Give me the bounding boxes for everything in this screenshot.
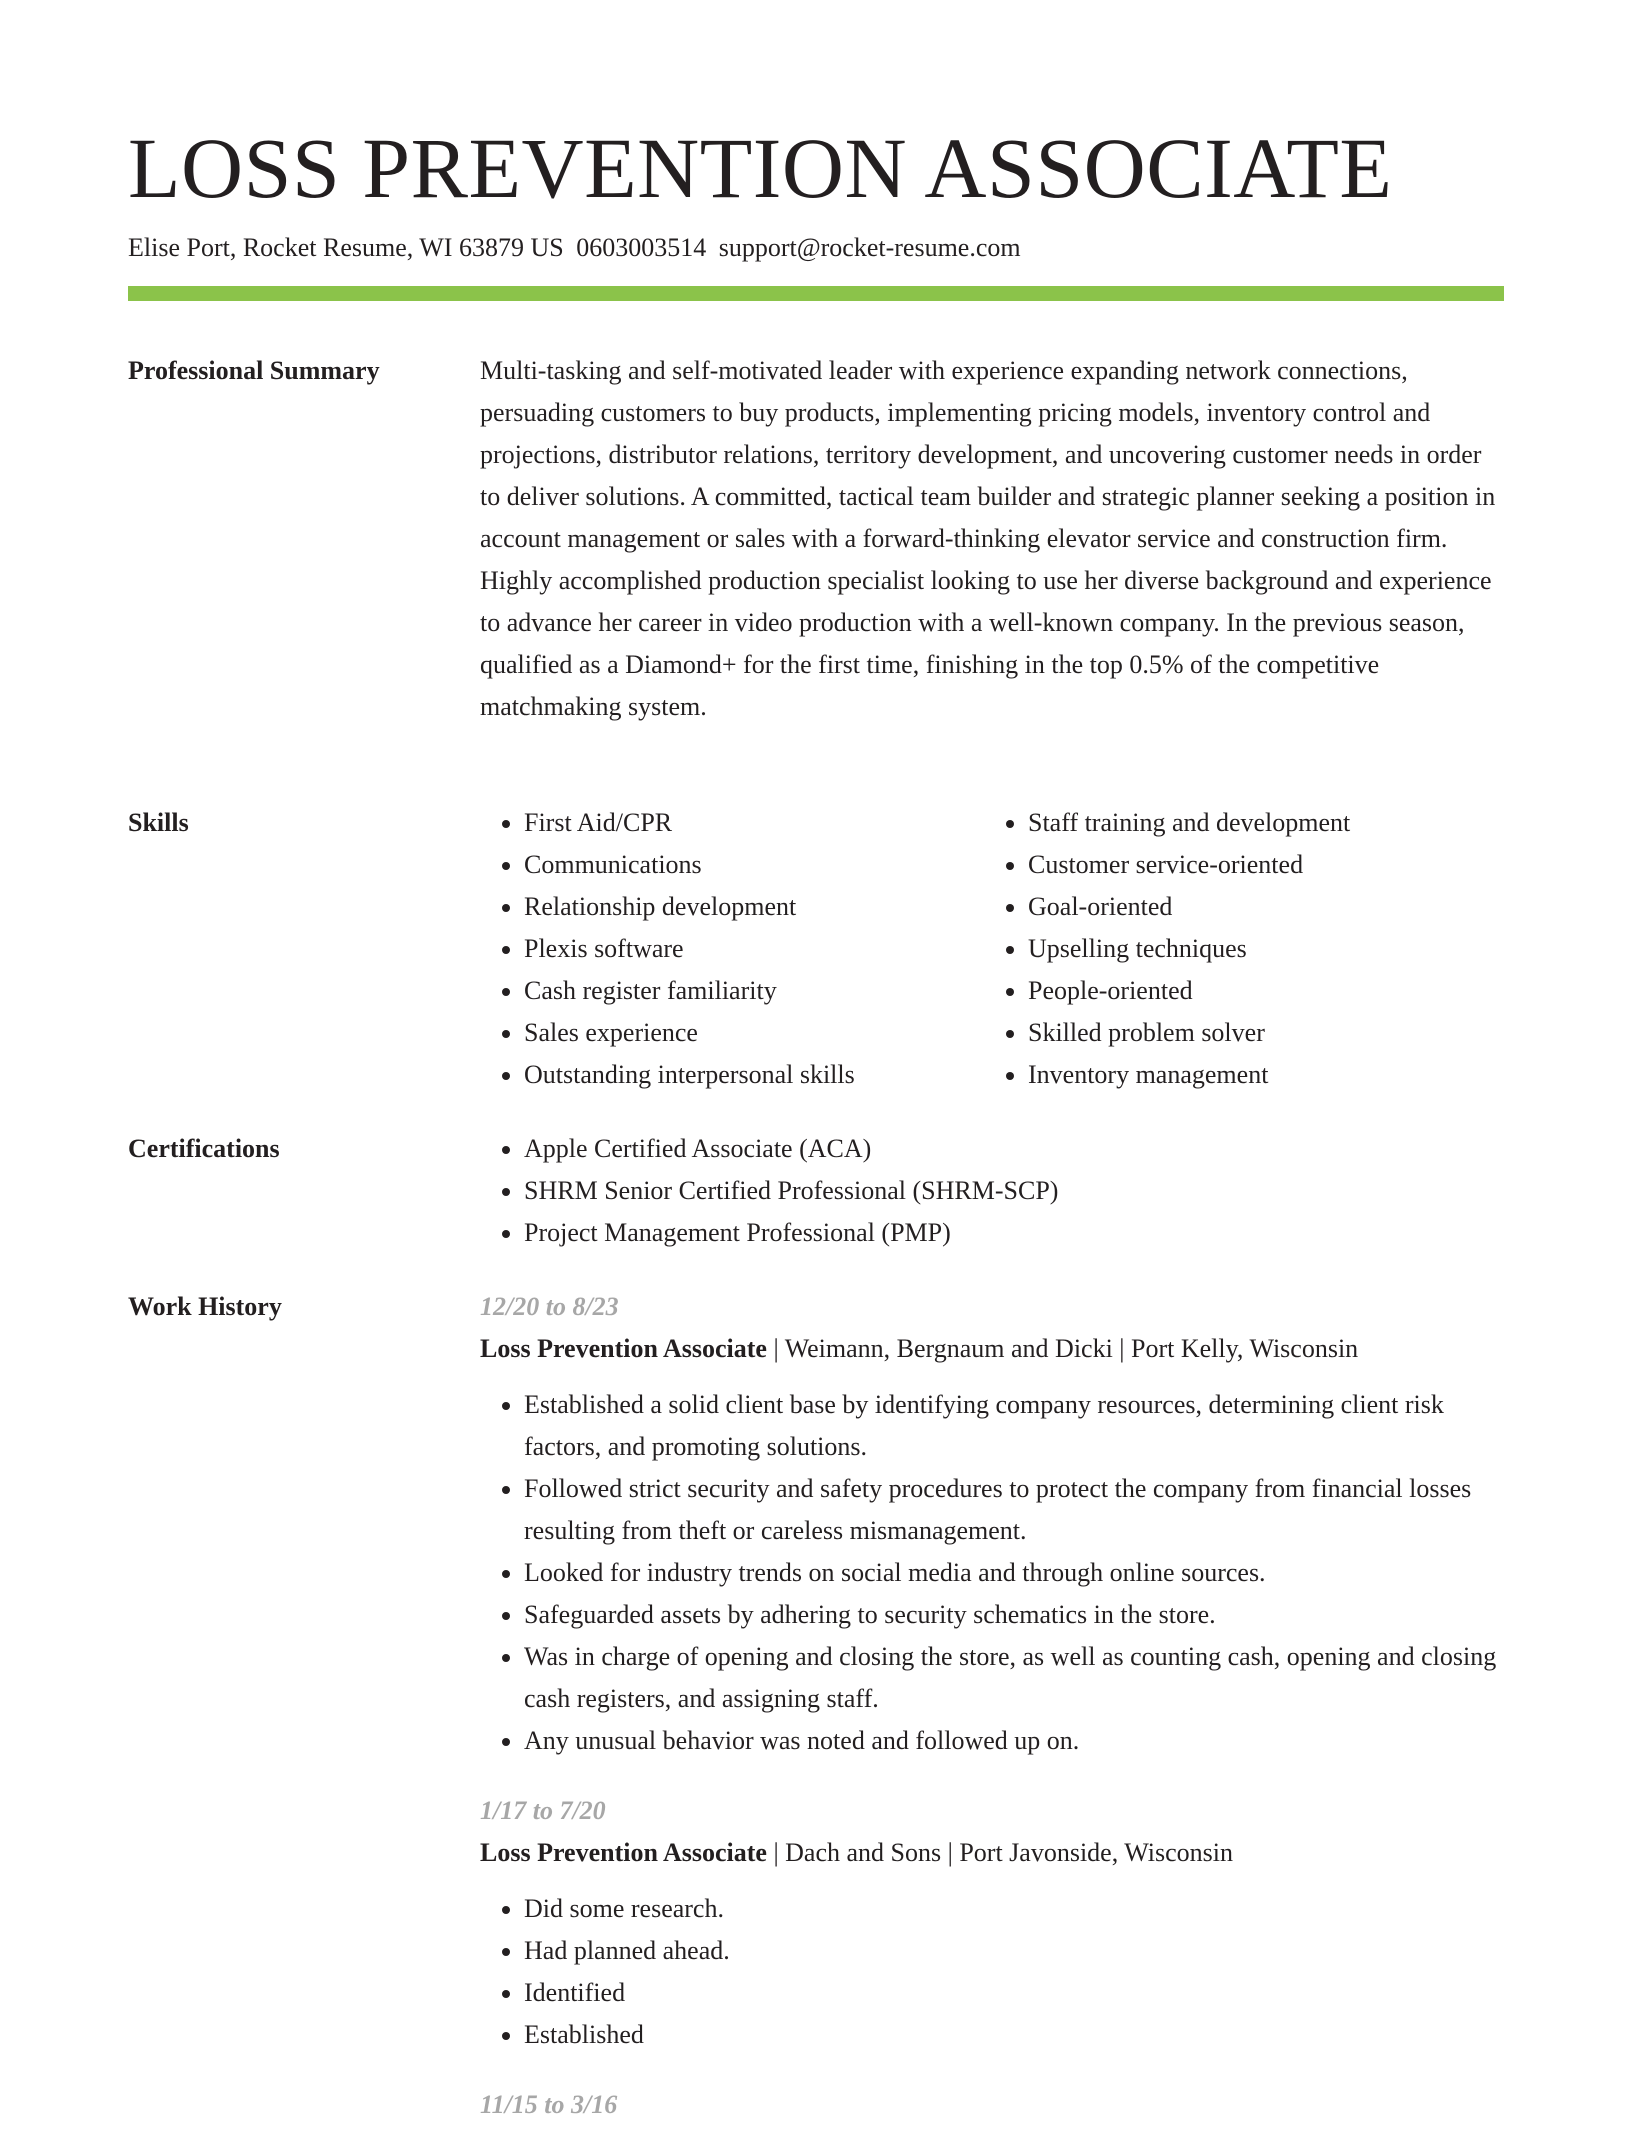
certification-item: • Project Management Professional (PMP)	[524, 1212, 1504, 1254]
job-bullet: • Had planned ahead.	[524, 1930, 1504, 1972]
certifications-heading: Certifications	[128, 1134, 280, 1163]
job-dates: 1/17 to 7/20	[480, 1796, 606, 1825]
job-entry	[480, 2084, 1504, 2126]
job-bullet: • Safeguarded assets by adhering to security schematics in the store.	[524, 1594, 1504, 1636]
job-bullet: • Did some research.	[524, 1888, 1504, 1930]
skill-item: • Goal-oriented	[1028, 886, 1488, 928]
job-bullets	[480, 1888, 1504, 2056]
skills-column-2	[984, 802, 1488, 1096]
certification-item: • SHRM Senior Certified Professional (SHRM-SCP)	[524, 1170, 1504, 1212]
job-employer: | Dach and Sons | Port Javonside, Wisconsin	[766, 1838, 1233, 1867]
job-bullet: • Was in charge of opening and closing the store, as well as counting cash, opening and closing cash registers, and assigning staff.	[524, 1636, 1504, 1720]
job-title: Loss Prevention Associate	[480, 1334, 767, 1363]
job-bullet: • Followed strict security and safety procedures to protect the company from financial losses resulting from theft or careless mismanagement.	[524, 1468, 1504, 1552]
summary-text: Multi-tasking and self-motivated leader with experience expanding network connections, persuading customers to buy products, implementing pricing models, inventory control and projections, distributor relations, territory development, and uncovering customer needs in order to deliver solutions. A committed, tactical team builder and strategic planner seeking a position in account management or sales with a forward-thinking elevator service and construction firm. Highly accomplished production specialist looking to use her diverse background and experience to advance her career in video production with a well-known company. In the previous season, qualified as a Diamond+ for the first time, finishing in the top 0.5% of the competitive matchmaking system.	[480, 356, 1496, 721]
job-title-line	[480, 1328, 1504, 1370]
job-bullets	[480, 1384, 1504, 1762]
job-entry	[480, 1286, 1504, 1762]
skill-item: • Staff training and development	[1028, 802, 1488, 844]
job-title-line	[480, 1832, 1504, 1874]
certifications-body	[480, 1128, 1504, 1254]
skill-item: • Cash register familiarity	[524, 970, 984, 1012]
header-divider	[128, 286, 1504, 301]
skills-body	[480, 802, 1504, 1096]
skill-item: • Customer service-oriented	[1028, 844, 1488, 886]
skill-item: • Plexis software	[524, 928, 984, 970]
skill-item: • Relationship development	[524, 886, 984, 928]
job-bullet: • Established	[524, 2014, 1504, 2056]
certification-item: • Apple Certified Associate (ACA)	[524, 1128, 1504, 1170]
skill-item: • Sales experience	[524, 1012, 984, 1054]
work-history-heading: Work History	[128, 1292, 282, 1321]
skill-item: • Skilled problem solver	[1028, 1012, 1488, 1054]
summary-heading: Professional Summary	[128, 356, 380, 385]
skill-item: • Communications	[524, 844, 984, 886]
job-employer: | Weimann, Bergnaum and Dicki | Port Kelly, Wisconsin	[766, 1334, 1359, 1363]
job-dates: 11/15 to 3/16	[480, 2090, 618, 2119]
summary-body	[480, 350, 1504, 728]
skills-heading: Skills	[128, 808, 189, 837]
work-history-body	[480, 1286, 1504, 2154]
contact-line	[128, 230, 1027, 266]
job-bullet: • Looked for industry trends on social media and through online sources.	[524, 1552, 1504, 1594]
skill-item: • Upselling techniques	[1028, 928, 1488, 970]
job-title: Loss Prevention Associate	[480, 1838, 767, 1867]
job-bullet: • Any unusual behavior was noted and followed up on.	[524, 1720, 1504, 1762]
contact-email: support@rocket-resume.com	[718, 233, 1021, 262]
skill-item: • People-oriented	[1028, 970, 1488, 1012]
skills-column-1	[480, 802, 984, 1096]
skill-item: • Outstanding interpersonal skills	[524, 1054, 984, 1096]
job-bullet: • Established a solid client base by identifying company resources, determining client risk factors, and promoting solutions.	[524, 1384, 1504, 1468]
job-entry	[480, 1790, 1504, 2056]
contact-address: Elise Port, Rocket Resume, WI 63879 US	[128, 233, 564, 262]
contact-phone: 0603003514	[576, 233, 707, 262]
certifications-list	[480, 1128, 1504, 1254]
skill-item: • First Aid/CPR	[524, 802, 984, 844]
job-bullet: • Identified	[524, 1972, 1504, 2014]
skill-item: • Inventory management	[1028, 1054, 1488, 1096]
resume-title: LOSS PREVENTION ASSOCIATE	[128, 120, 1393, 216]
job-dates: 12/20 to 8/23	[480, 1292, 619, 1321]
